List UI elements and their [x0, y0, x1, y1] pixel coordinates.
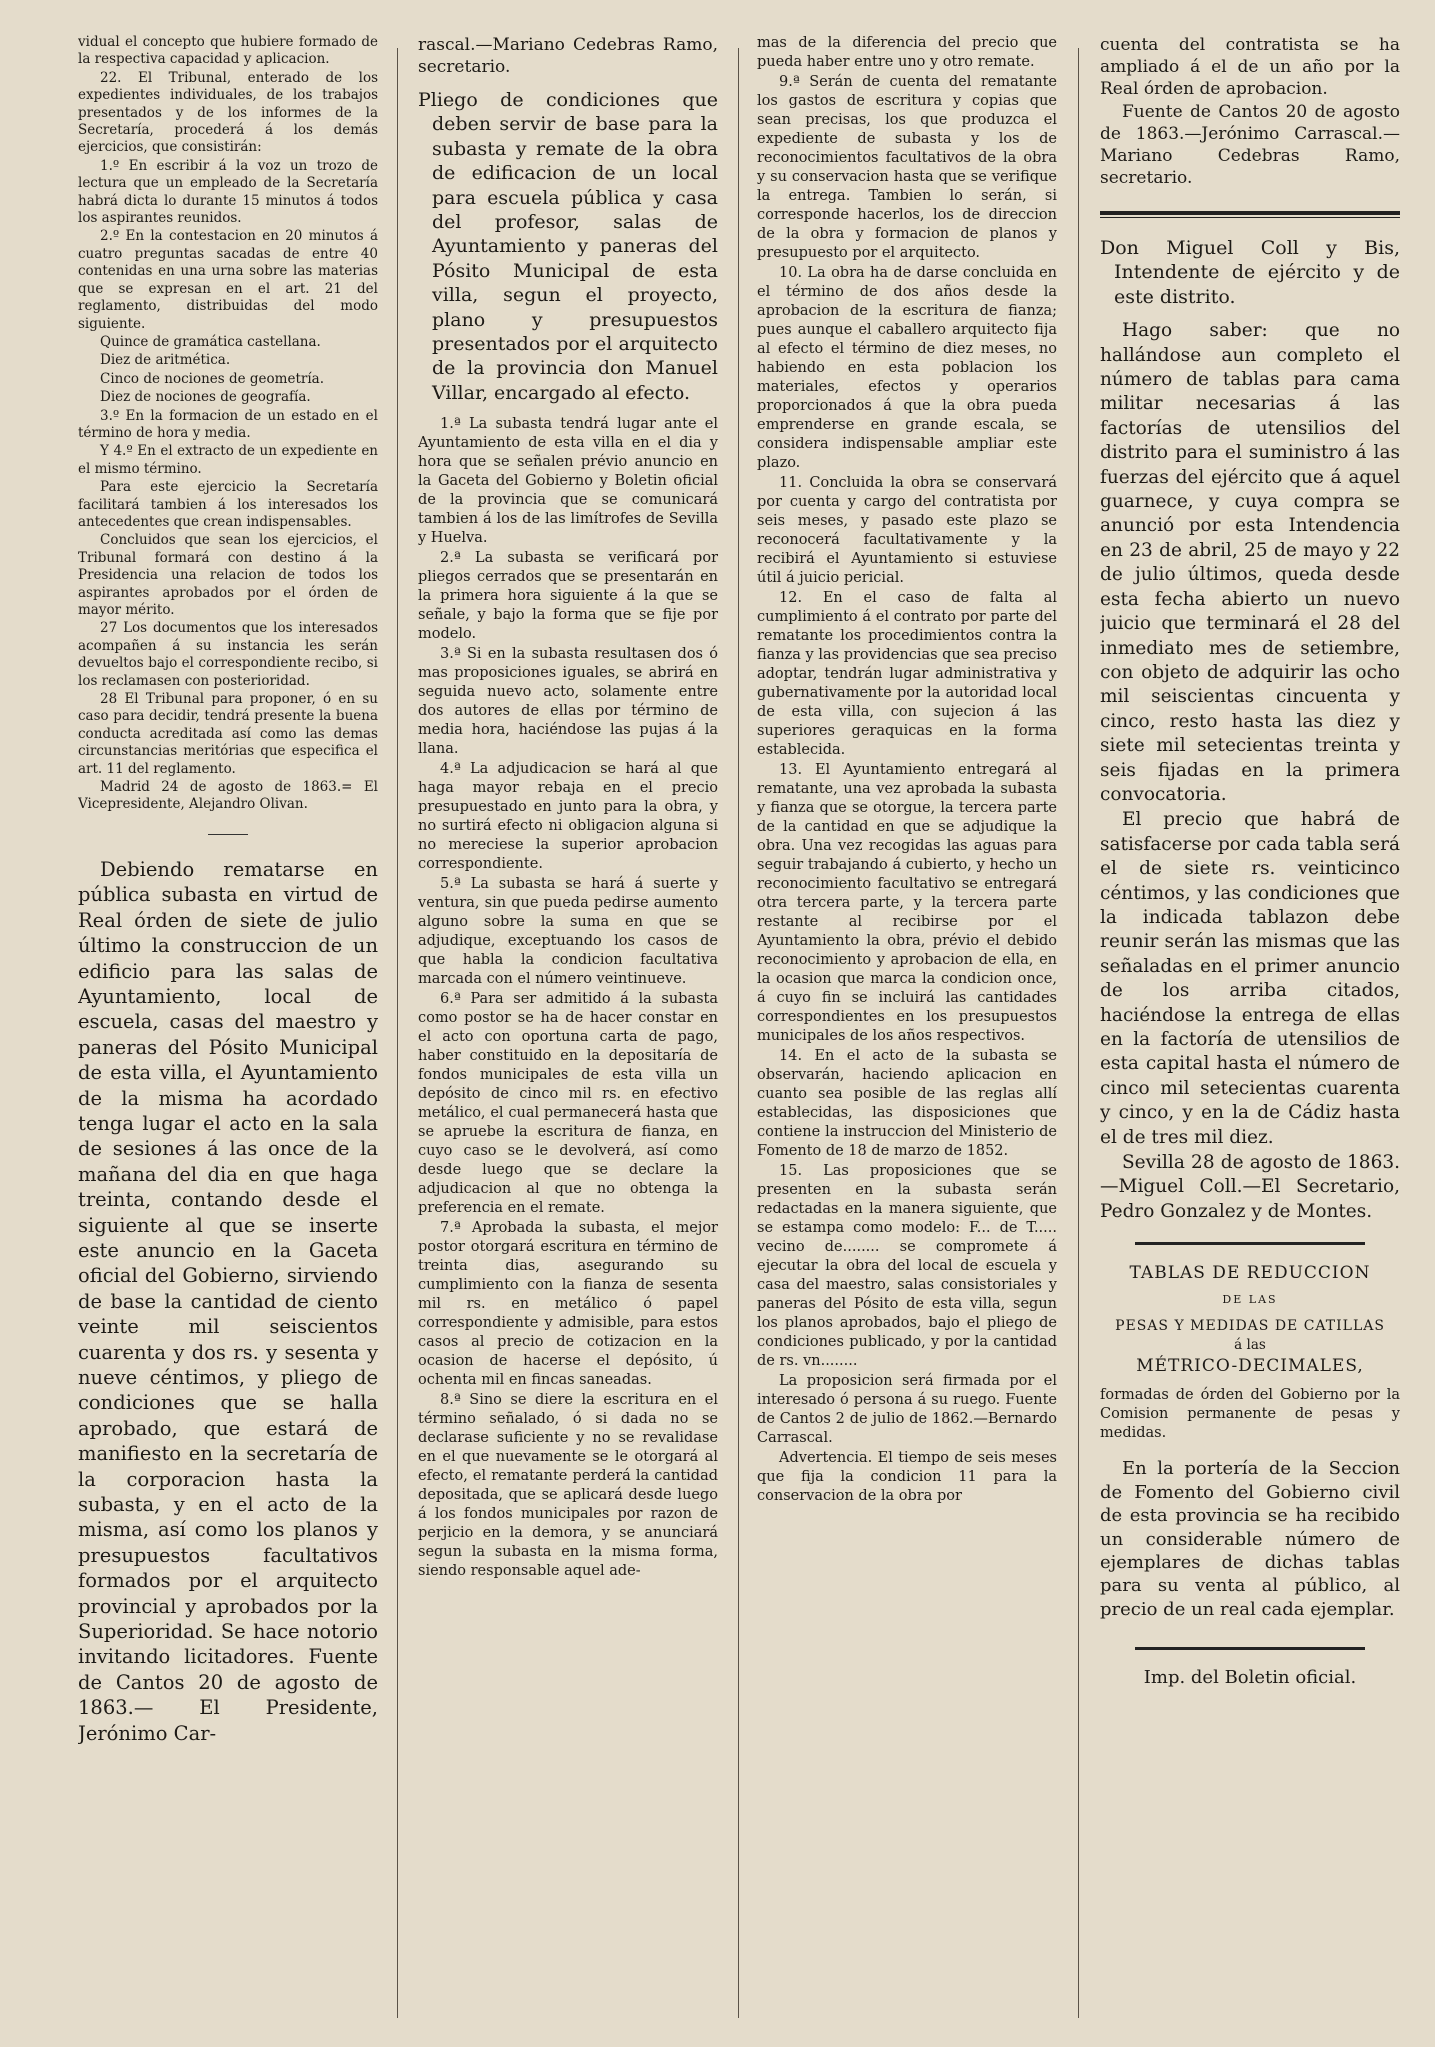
condition: 10. La obra ha de darse concluida en el término de dos años desde la aprobacion de la escritura de fianza; pues aunque el caballero arquitecto fija al efecto el término de diez meses, no habiendo en esta poblacion los materiales, efectos y operarios proporcionados á que la obra pueda emprenderse en grande escala, se considera indispensable ampliar este plazo.	[757, 265, 1057, 471]
paragraph: 1.º En escribir á la voz un trozo de lectura que un empleado de la Secretaría habrá dicta lo durante 15 minutos á todos los aspirantes reunidos.	[78, 157, 378, 227]
column-2	[418, 34, 718, 2030]
condition: 4.ª La adjudicacion se hará al que haga mayor rebaja en el precio presupuestado en junto para la obra, y no surtirá efecto ni obligacion alguna si no mereciese la superior aprobacion correspondiente.	[418, 761, 718, 873]
paragraph: 22. El Tribunal, enterado de los expedientes individuales, de los trabajos presentados y de los informes de la Secretaría, procederá á los demás ejercicios, que consistirán:	[78, 69, 378, 156]
paragraph: El precio que habrá de satisfacerse por cada tabla será el de siete rs. veinticinco céntimos, y las condiciones que la indicada tablazon debe reunir serán las mismas que las señaladas en el primer anuncio de los arriba citados, haciéndose la entrega de ellas en la factoría de utensilios de esta capital hasta el número de cinco mil setecientas cuarenta y cinco, y en la de Cádiz hasta el de tres mil diez.	[1100, 809, 1400, 1148]
tablas-pesas: PESAS Y MEDIDAS DE CATILLAS	[1115, 1318, 1385, 1335]
condition: 11. Concluida la obra se conservará por cuenta y cargo del contratista por seis meses, y pasado este plazo se reconocerá facultativamente y la recibirá el Ayuntamiento si estuviese útil á juicio pericial.	[757, 475, 1057, 586]
column-3	[757, 34, 1057, 2030]
paragraph: 28 El Tribunal para proponer, ó en su caso para decidir, tendrá presente la buena conducta acreditada así como las demas circunstancias meritórias que especifica el art. 11 del reglamento.	[78, 691, 378, 777]
paragraph: Quince de gramática castellana.	[100, 333, 321, 350]
condition: La proposicion será firmada por el interesado ó persona á su ruego. Fuente de Cantos 2 de julio de 1862.—Bernardo Carrascal.	[757, 1373, 1057, 1446]
condition: 8.ª Sino se diere la escritura en el término señalado, ó si dada no se declarase suficiente y no se revalidase en el que nuevamente se le otorgará al efecto, el rematante perderá la cantidad depositada, que se aplicará desde luego á los fondos municipales por razon de perjicio en la demora, y se anunciará segun la subasta en la misma forma, siendo responsable aquel ade-	[418, 1392, 718, 1580]
tablas-subtitle: formadas de órden del Gobierno por la Comision permanente de pesas y medidas.	[1100, 1387, 1400, 1442]
imprint: Imp. del Boletin oficial.	[1143, 1667, 1357, 1689]
tablas-metricos: MÉTRICO-DECIMALES,	[1136, 1355, 1364, 1376]
condition: 9.ª Serán de cuenta del rematante los gastos de escritura y copias que sean precisas, los que produzca el expediente de subasta y los de reconocimientos facultativos de la obra y su conservacion hasta que se verifique la entrega. Tambien lo serán, si corresponde hacerlos, los de direccion de la obra y formacion de planos y presupuesto por el arquitecto.	[757, 74, 1057, 261]
condition: mas de la diferencia del precio que pueda haber entre uno y otro remate.	[757, 35, 1057, 70]
condition: 14. En el acto de la subasta se observarán, haciendo aplicacion en cuanto sea posible de las reglas allí establecidas, las disposiciones que contiene la instruccion del Ministerio de Fomento de 18 de marzo de 1852.	[757, 1048, 1057, 1159]
separator	[1135, 1242, 1365, 1245]
conditions-list	[418, 415, 718, 1581]
paragraph: Y 4.º En el extracto de un expediente en el mismo término.	[78, 443, 378, 477]
paragraph: 27 Los documentos que los interesados acompañen á su instancia les serán devueltos bajo el correspondiente recibo, si los reclamasen con posterioridad.	[78, 620, 378, 689]
paragraph: vidual el concepto que hubiere formado de la respectiva capacidad y aplicacion.	[78, 34, 378, 68]
condition: 2.ª La subasta se verificará por pliegos cerrados que se presentarán en la primera hora siguiente á la que se señale, y bajo la forma que se fije por modelo.	[418, 550, 718, 643]
condition: 6.ª Para ser admitido á la subasta como postor se ha de hacer constar en el acto con oportuna carta de pago, haber constituido en la depositaría de fondos municipales de esta villa un depósito de cinco mil rs. en efectivo metálico, el cual permanecerá hasta que se apruebe la escritura de fianza, en cuyo caso se le devolverá, así como desde luego que se declare la adjudicacion al que no obtenga la preferencia en el remate.	[418, 991, 718, 1217]
auction-notice: Debiendo rematarse en pública subasta en virtud de Real órden de siete de julio último la construccion de un edificio para las salas de Ayuntamiento, local de escuela, casas del maestro y paneras del Pósito Municipal de esta villa, el Ayuntamiento de la misma ha acordado tenga lugar el acto en la sala de sesiones á las once de la mañana del dia en que haga treinta, contando desde el siguiente al que se inserte este anuncio en la Gaceta oficial del Gobierno, sirviendo de base la cantidad de ciento veinte mil seiscientos cuarenta y dos rs. y sesenta y nueve céntimos, y pliego de condiciones que se halla aprobado, que estará de manifiesto en la secretaría de la corporacion hasta la subasta, y en el acto de la misma, así como los planos y presupuestos facultativos formados por el arquitecto provincial y aprobados por la Superioridad. Se hace notorio invitando licitadores. Fuente de Cantos 20 de agosto de 1863.— El Presidente, Jerónimo Car-	[78, 857, 378, 1745]
conditions-title: Pliego de condiciones que deben servir de base para la subasta y remate de la obra de edificacion de un local para escuela pública y casa del profesor, salas de Ayuntamiento y paneras del Pósito Municipal de esta villa, segun el proyecto, plano y presupuestos presentados por el arquitecto de la provincia don Manuel Villar, encargado al efecto.	[418, 89, 718, 404]
separator	[1100, 211, 1400, 218]
condition: 3.ª Si en la subasta resultasen dos ó mas proposiciones iguales, se abrirá en seguida nuevo acto, solamente entre dos autores de ellas por término de media hora, haciéndose las pujas á la llana.	[418, 646, 718, 758]
paragraph: Para este ejercicio la Secretaría facilitará tambien á los interesados los antecedentes que crean indispensables.	[78, 479, 378, 530]
condition: 1.ª La subasta tendrá lugar ante el Ayuntamiento de esta villa en el dia y hora que se señalen prévio anuncio en la Gaceta del Gobierno y Boletin oficial de la provincia que se comunicará tambien á los de las limítrofes de Sevilla y Huelva.	[418, 416, 718, 547]
column-rule	[1078, 48, 1079, 2018]
signature: rascal.—Mariano Cedebras Ramo, secretario.	[418, 35, 718, 77]
column-rule	[397, 48, 398, 2018]
paragraph: 3.º En la formacion de un estado en el término de hora y media.	[78, 407, 378, 441]
paragraph: Madrid 24 de agosto de 1863.= El Vicepresidente, Alejandro Olivan.	[78, 779, 378, 813]
column-4	[1100, 34, 1400, 2030]
tablas-de: DE LAS	[1222, 1292, 1278, 1306]
condition: 12. En el caso de falta al cumplimiento á el contrato por parte del rematante los procedimientos contra la fianza y las providencias que sea preciso adoptar, tendrán lugar administrativa y gubernativamente por la autoridad local de esta villa, con sujecion á las superiores geraquicas en la forma establecida.	[757, 590, 1057, 758]
column-1	[78, 34, 378, 2030]
paragraph: Sevilla 28 de agosto de 1863.—Miguel Coll.—El Secretario, Pedro Gonzalez y de Montes.	[1100, 1152, 1400, 1222]
regulation-continuation	[78, 34, 378, 814]
condition: 15. Las proposiciones que se presenten en la subasta serán redactadas en la manera siguiente, que se estampa como modelo: F... de T..... vecino de........ se compromete á ejecutar la obra del local de escuela y casa del maestro, salas consistoriales y paneras del Pósito de esta villa, segun los planos aprobados, bajo el pliego de condiciones publicado, y por la cantidad de rs. vn........	[757, 1163, 1057, 1369]
paragraph: Hago saber: que no hallándose aun completo el número de tablas para cama militar necesarias á las factorías de utensilios del distrito para el suministro á las fuerzas del ejército que á aquel guarnece, y cuya compra se anunció por esta Intendencia en 23 de abril, 25 de mayo y 22 de julio últimos, queda desde esta fecha abierto un nuevo juicio que terminará el 28 del inmediato mes de setiembre, con objeto de adquirir las ocho mil seiscientas cincuenta y cinco, resto hasta las diez y siete mil setecientas treinta y seis fijadas en la primera convocatoria.	[1100, 320, 1400, 805]
paragraph: Concluidos que sean los ejercicios, el Tribunal formará con destino á la Presidencia una relacion de todos los aspirantes aprobados por el órden de mayor mérito.	[78, 532, 378, 618]
condition: 7.ª Aprobada la subasta, el mejor postor otorgará escritura en término de treinta dias, asegurando su cumplimiento con la fianza de sesenta mil rs. en metálico ó papel correspondiente y admisible, para estos casos al precio de cotizacion en la ocasion de hacerse el depósito, ú ochenta mil en fincas saneadas.	[418, 1220, 718, 1389]
condition: 13. El Ayuntamiento entregará al rematante, una vez aprobada la subasta y fianza que se otorgue, la tercera parte de la cantidad en que se adjudique la obra. Una vez recogidas las aguas para seguir trabajando á cubierto, y hecho un reconocimiento facultativo se entregará otra tercera parte, y la tercera parte restante al recibirse por el Ayuntamiento la obra, prévio el debido reconocimiento y aprobacion de ella, en la ocasion que marca la condicion once, á cuyo fin se incluirá las cantidades correspondientes en los presupuestos municipales de los años respectivos.	[757, 762, 1057, 1044]
tablas-title: TABLAS DE REDUCCION	[1129, 1263, 1371, 1284]
paragraph: Diez de aritmética.	[100, 352, 231, 369]
condition: 5.ª La subasta se hará á suerte y ventura, sin que pueda pedirse aumento alguno sobre la suma en que se adjudique, exceptuando los casos de que habla la condicion facultativa marcada con el número veintinueve.	[418, 876, 718, 988]
column-rule	[738, 48, 739, 2018]
condition: Advertencia. El tiempo de seis meses que fija la condicion 11 para la conservacion de la obra por	[757, 1450, 1057, 1504]
paragraph: 2.º En la contestacion en 20 minutos á cuatro preguntas sacadas de entre 40 contenidas en una urna sobre las materias que se expresan en el art. 21 del reglamento, distribuidas del modo siguiente.	[78, 228, 378, 332]
notice-heading: Don Miguel Coll y Bis, Intendente de ejército y de este distrito.	[1100, 237, 1400, 308]
tablas-body: En la portería de la Seccion de Fomento del Gobierno civil de esta provincia se ha recibido un considerable número de ejemplares de dichas tablas para su venta al público, al precio de un real cada ejemplar.	[1100, 1458, 1400, 1620]
paragraph: Diez de nociones de geografía.	[100, 389, 311, 406]
dateline: Fuente de Cantos 20 de agosto de 1863.—Jerónimo Carrascal.— Mariano Cedebras Ramo, secretario.	[1100, 102, 1400, 188]
tablas-alas: á las	[1234, 1337, 1266, 1354]
separator	[208, 834, 248, 835]
paragraph: Cinco de nociones de geometría.	[100, 370, 324, 387]
paragraph: cuenta del contratista se ha ampliado á el de un año por la Real órden de aprobacion.	[1100, 35, 1400, 99]
separator	[1135, 1647, 1365, 1650]
